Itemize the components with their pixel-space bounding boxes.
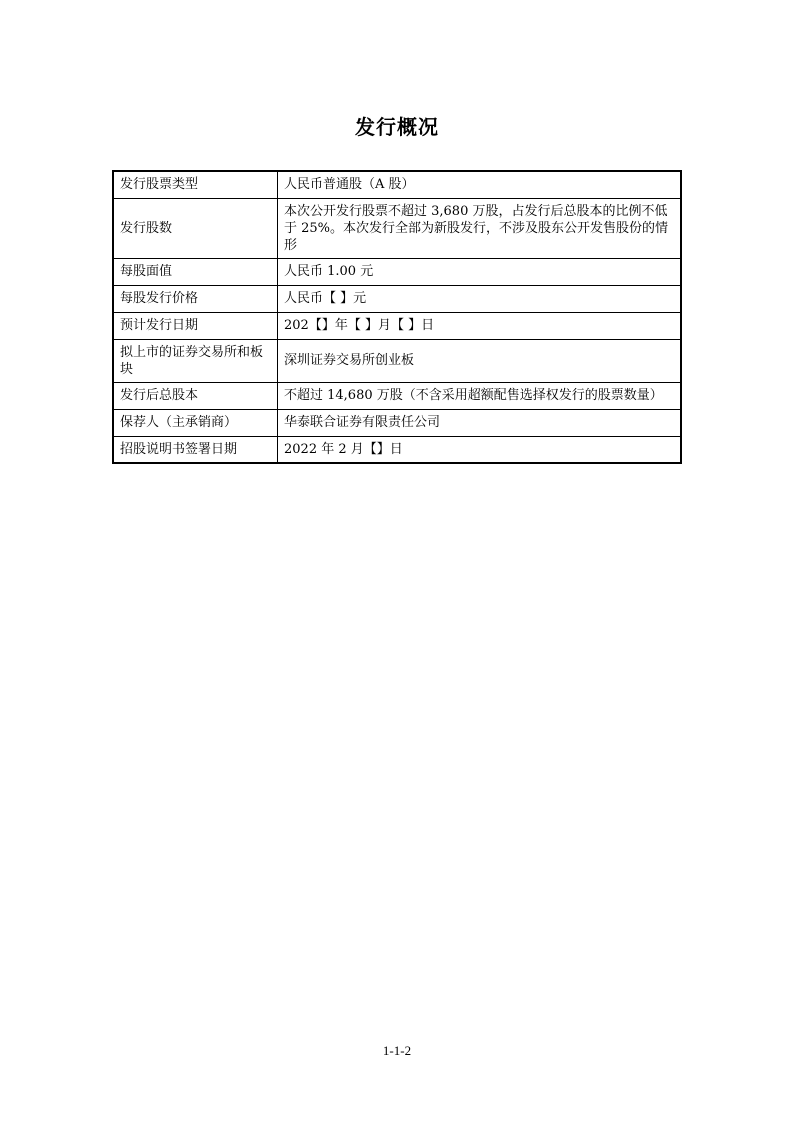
page-title: 发行概况 bbox=[355, 115, 439, 139]
row-label: 发行后总股本 bbox=[113, 382, 278, 409]
row-label: 发行股数 bbox=[113, 198, 278, 258]
row-value: 人民币 1.00 元 bbox=[278, 258, 682, 285]
table-row bbox=[113, 312, 681, 339]
row-label: 拟上市的证券交易所和板块 bbox=[113, 339, 278, 382]
table-row bbox=[113, 285, 681, 312]
row-label: 预计发行日期 bbox=[113, 312, 278, 339]
row-value: 202【】年【 】月【 】日 bbox=[278, 312, 682, 339]
row-label: 每股面值 bbox=[113, 258, 278, 285]
row-label: 招股说明书签署日期 bbox=[113, 436, 278, 463]
table-row bbox=[113, 198, 681, 258]
row-label: 每股发行价格 bbox=[113, 285, 278, 312]
row-value: 不超过 14,680 万股（不含采用超额配售选择权发行的股票数量） bbox=[278, 382, 682, 409]
row-value: 人民币【 】元 bbox=[278, 285, 682, 312]
page-number: 1-1-2 bbox=[382, 1043, 412, 1058]
row-value: 深圳证券交易所创业板 bbox=[278, 339, 682, 382]
row-label: 发行股票类型 bbox=[113, 171, 278, 198]
row-value: 人民币普通股（A 股） bbox=[278, 171, 682, 198]
row-value: 本次公开发行股票不超过 3,680 万股，占发行后总股本的比例不低于 25%。本次发行全部为新股发行，不涉及股东公开发售股份的情形 bbox=[278, 198, 682, 258]
row-value: 华泰联合证券有限责任公司 bbox=[278, 409, 682, 436]
table-row bbox=[113, 436, 681, 463]
table-row bbox=[113, 382, 681, 409]
row-value: 2022 年 2 月【】日 bbox=[278, 436, 682, 463]
table-row bbox=[113, 258, 681, 285]
table-row bbox=[113, 339, 681, 382]
table-row bbox=[113, 171, 681, 198]
table-row bbox=[113, 409, 681, 436]
row-label: 保荐人（主承销商） bbox=[113, 409, 278, 436]
issuance-overview-table bbox=[112, 170, 682, 464]
